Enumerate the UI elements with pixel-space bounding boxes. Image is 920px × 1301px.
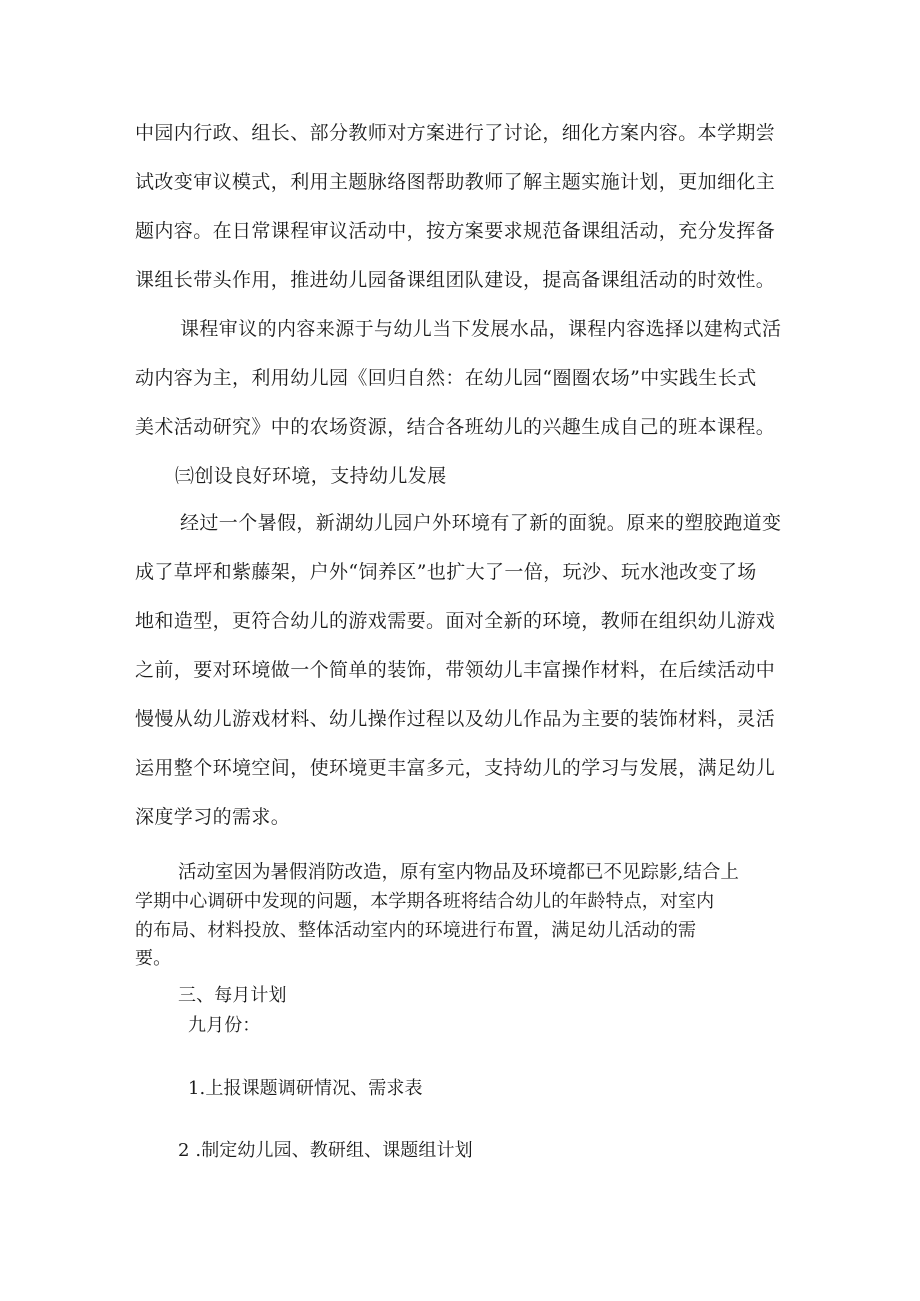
paragraph-line-9: 成了草坪和紫藤架，户外“饲养区”也扩大了一倍，玩沙、玩水池改变了场: [135, 561, 757, 583]
section-heading-monthly-plan: 三、每月计划: [178, 985, 287, 1006]
list-item-2: 2 .制定幼儿园、教研组、课题组计划: [178, 1140, 473, 1161]
paragraph-line-3: 题内容。在日常课程审议活动中，按方案要求规范备课组活动，充分发挥备: [135, 220, 776, 242]
paragraph-line-10: 地和造型，更符合幼儿的游戏需要。面对全新的环境，教师在组织幼儿游戏: [135, 610, 776, 632]
section-heading-environment: ㈢创设良好环境，支持幼儿发展: [175, 465, 447, 487]
paragraph-line-15: 活动室因为暑假消防改造，原有室内物品及环境都已不见踪影,结合上: [178, 862, 739, 883]
paragraph-line-11: 之前，要对环境做一个简单的装饰，带领幼儿丰富操作材料，在后续活动中: [135, 659, 776, 681]
paragraph-line-14: 深度学习的需求。: [135, 806, 291, 828]
paragraph-line-4: 课组长带头作用，推进幼儿园备课组团队建设，提高备课组活动的时效性。: [135, 269, 776, 291]
paragraph-line-12: 慢慢从幼儿游戏材料、幼儿操作过程以及幼儿作品为主要的装饰材料，灵活: [135, 708, 776, 730]
paragraph-line-18: 要。: [135, 948, 172, 969]
paragraph-line-13: 运用整个环境空间，使环境更丰富多元，支持幼儿的学习与发展，满足幼儿: [135, 757, 776, 779]
paragraph-line-7: 美术活动研究》中的农场资源，结合各班幼儿的兴趣生成自己的班本课程。: [135, 416, 776, 438]
month-label-september: 九月份：: [188, 1015, 261, 1036]
list-item-1: 1.上报课题调研情况、需求表: [188, 1078, 423, 1099]
paragraph-line-6: 动内容为主，利用幼儿园《回归自然：在幼儿园“圈圈农场”中实践生长式: [135, 367, 757, 389]
paragraph-line-8: 经过一个暑假，新湖幼儿园户外环境有了新的面貌。原来的塑胶跑道变: [180, 512, 782, 534]
paragraph-line-2: 试改变审议模式，利用主题脉络图帮助教师了解主题实施计划，更加细化主: [135, 171, 776, 193]
paragraph-line-5: 课程审议的内容来源于与幼儿当下发展水品，课程内容选择以建构式活: [180, 318, 782, 340]
paragraph-line-1: 中园内行政、组长、部分教师对方案进行了讨论，细化方案内容。本学期尝: [135, 122, 776, 144]
paragraph-line-16: 学期中心调研中发现的问题，本学期各班将结合幼儿的年龄特点，对室内: [135, 891, 715, 912]
paragraph-line-17: 的布局、材料投放、整体活动室内的环境进行布置，满足幼儿活动的需: [135, 920, 697, 941]
